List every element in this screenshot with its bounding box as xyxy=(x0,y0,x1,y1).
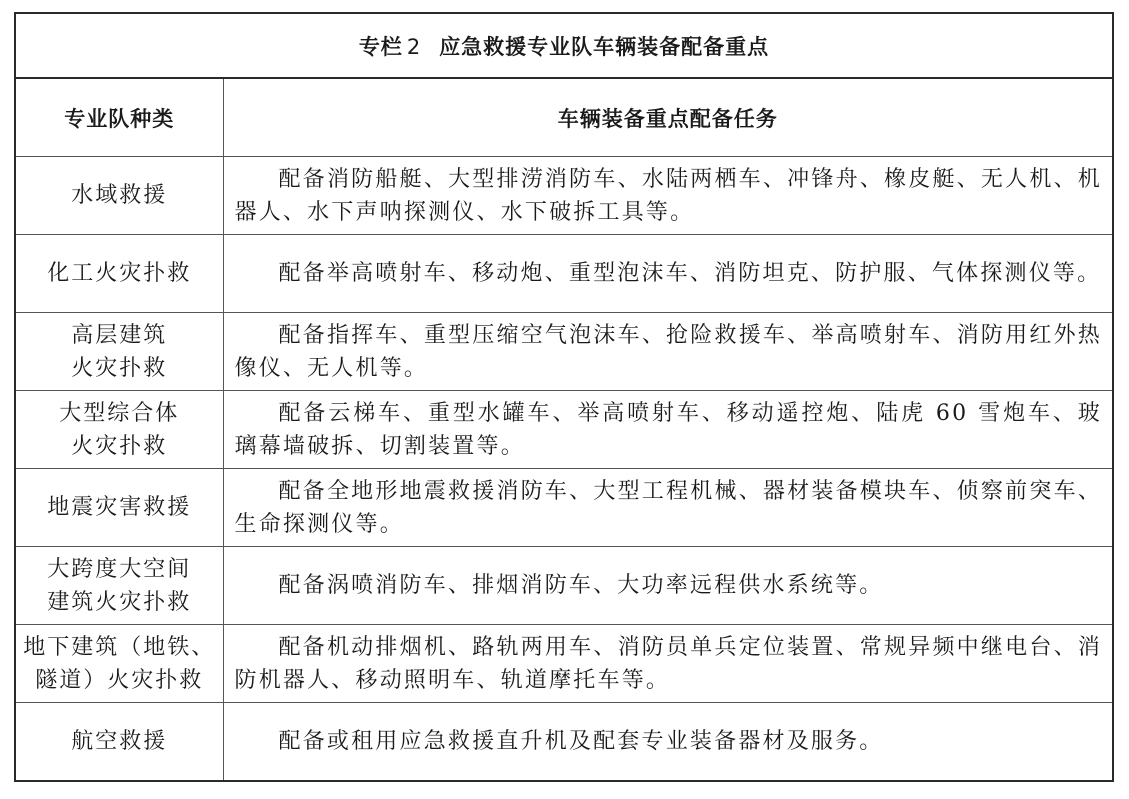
task-text: 配备指挥车、重型压缩空气泡沫车、抢险救援车、举高喷射车、消防用红外热像仪、无人机等。 xyxy=(234,322,1102,381)
task-text: 配备举高喷射车、移动炮、重型泡沫车、消防坦克、防护服、气体探测仪等。 xyxy=(278,261,1102,286)
title-prefix: 专栏 xyxy=(358,34,403,59)
table-row xyxy=(15,469,1113,547)
task-cell xyxy=(223,547,1113,625)
category-cell xyxy=(15,235,223,313)
task-text: 配备涡喷消防车、排烟消防车、大功率远程供水系统等。 xyxy=(278,573,884,598)
table-title-row xyxy=(15,13,1113,78)
category-line: 地下建筑（地铁、 xyxy=(23,634,216,660)
task-cell xyxy=(223,391,1113,469)
category-line: 隧道）火灾扑救 xyxy=(35,667,204,693)
title-text: 应急救援专业队车辆装备配备重点 xyxy=(439,34,770,59)
category-cell xyxy=(15,703,223,782)
table-row xyxy=(15,313,1113,391)
table-row xyxy=(15,157,1113,235)
equipment-priority-table xyxy=(14,12,1114,782)
task-text: 配备或租用应急救援直升机及配套专业装备器材及服务。 xyxy=(278,729,884,754)
category-line: 地震灾害救援 xyxy=(47,495,192,520)
task-cell xyxy=(223,157,1113,235)
header-category: 专业队种类 xyxy=(15,78,223,157)
category-line: 大型综合体 xyxy=(59,400,180,426)
title-number: 2 xyxy=(406,34,422,59)
task-text: 配备消防船艇、大型排涝消防车、水陆两栖车、冲锋舟、橡皮艇、无人机、机器人、水下声呐探测仪、水下破拆工具等。 xyxy=(234,166,1102,225)
task-cell xyxy=(223,703,1113,782)
task-cell xyxy=(223,235,1113,313)
category-line: 水域救援 xyxy=(71,183,168,208)
table-row xyxy=(15,235,1113,313)
category-line: 火灾扑救 xyxy=(71,355,168,381)
category-cell xyxy=(15,547,223,625)
table-row xyxy=(15,547,1113,625)
table-row xyxy=(15,703,1113,782)
category-cell xyxy=(15,625,223,703)
task-cell xyxy=(223,313,1113,391)
category-cell xyxy=(15,391,223,469)
category-line: 火灾扑救 xyxy=(71,433,168,459)
table-row xyxy=(15,391,1113,469)
task-cell xyxy=(223,469,1113,547)
category-line: 航空救援 xyxy=(71,729,168,754)
task-text: 配备全地形地震救援消防车、大型工程机械、器材装备模块车、侦察前突车、生命探测仪等。 xyxy=(234,478,1102,537)
table-title xyxy=(15,13,1113,78)
header-task: 车辆装备重点配备任务 xyxy=(223,78,1113,157)
category-line: 大跨度大空间 xyxy=(47,556,192,582)
category-cell xyxy=(15,469,223,547)
category-cell xyxy=(15,157,223,235)
task-text: 配备云梯车、重型水罐车、举高喷射车、移动遥控炮、陆虎 60 雪炮车、玻璃幕墙破拆、切割装置等。 xyxy=(234,400,1102,459)
task-cell xyxy=(223,625,1113,703)
category-line: 化工火灾扑救 xyxy=(47,261,192,286)
category-line: 建筑火灾扑救 xyxy=(47,589,192,615)
table-header-row xyxy=(15,78,1113,157)
category-line: 高层建筑 xyxy=(71,322,168,348)
task-text: 配备机动排烟机、路轨两用车、消防员单兵定位装置、常规异频中继电台、消防机器人、移动照明车、轨道摩托车等。 xyxy=(234,634,1102,693)
table-row xyxy=(15,625,1113,703)
category-cell xyxy=(15,313,223,391)
